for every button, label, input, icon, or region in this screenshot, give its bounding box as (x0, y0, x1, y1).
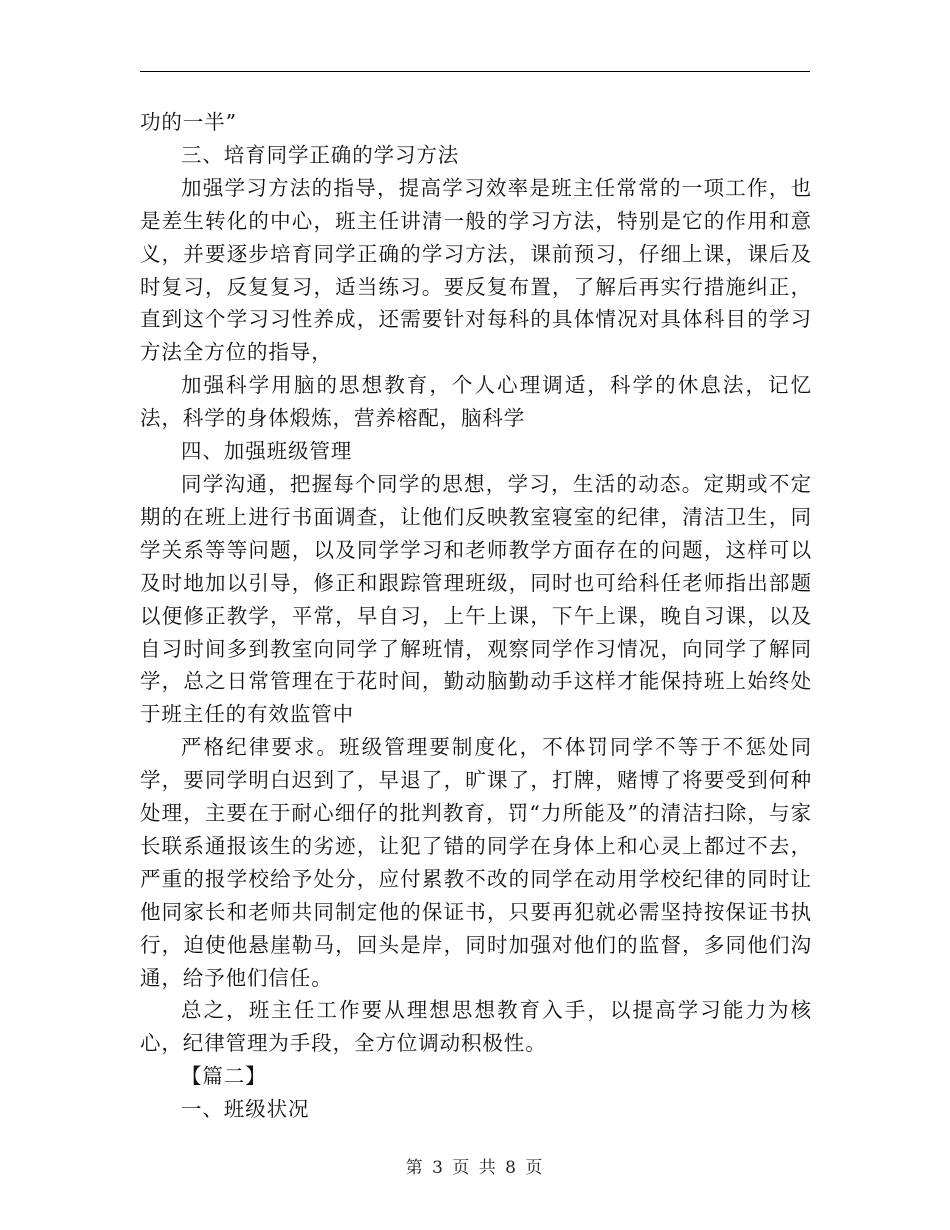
section-heading: 四、加强班级管理 (181, 439, 353, 464)
paragraph: 同学沟通，把握每个同学的思想，学习，生活的动态。定期或不定期的在班上进行书面调查，让他们反映教室寝室的纪律，清洁卫生，同学关系等等问题，以及同学学习和老师教学方面存在的问题，这样可以及时地加以引导，修正和跟踪管理班级，同时也可给科任老师指出部题以便修正教学，平常，早自习，上午上课，下午上课，晚自习课，以及自习时间多到教室向同学了解班情，观察同学作习情况，向同学了解同学，总之日常管理在于花时间，勤动脑勤动手这样才能保持班上始终处于班主任的有效监管中 (140, 471, 812, 727)
document-body (140, 106, 812, 1126)
page-footer (0, 1153, 950, 1178)
paragraph: 严格纪律要求。班级管理要制度化，不体罚同学不等于不惩处同学，要同学明白迟到了，早退了，旷课了，打牌，赌博了将要受到何种处理，主要在于耐心细仔的批判教育，罚“力所能及”的清洁扫除，与家长联系通报该生的劣迹，让犯了错的同学在身体上和心灵上都过不去，严重的报学校给予处分，应付累教不改的同学在动用学校纪律的同时让他同家长和老师共同制定他的保证书，只要再犯就必需坚持按保证书执行，迫使他悬崖勒马，回头是岸，同时加强对他们的监督，多同他们沟通，给予他们信任。 (140, 735, 812, 990)
part-heading: 【篇二】 (181, 1064, 267, 1089)
page-number: 第 3 页 共 8 页 (405, 1158, 545, 1178)
paragraph: 功的一半” (140, 110, 237, 134)
paragraph: 加强学习方法的指导，提高学习效率是班主任常常的一项工作，也是差生转化的中心，班主任讲清一般的学习方法，特别是它的作用和意义，并要逐步培育同学正确的学习方法，课前预习，仔细上课，课后及时复习，反复复习，适当练习。要反复布置，了解后再实行措施纠正，直到这个学习习性养成，还需要针对每科的具体情况对具体科目的学习方法全方位的指导， (140, 175, 812, 365)
header-rule (140, 71, 810, 72)
section-heading: 三、培育同学正确的学习方法 (181, 142, 460, 167)
paragraph: 总之，班主任工作要从理想思想教育入手，以提高学习能力为核心，纪律管理为手段，全方位调动积极性。 (140, 998, 812, 1056)
section-heading: 一、班级状况 (181, 1097, 310, 1122)
paragraph: 加强科学用脑的思想教育，个人心理调适，科学的休息法，记忆法，科学的身体煅炼，营养榕配，脑科学 (140, 373, 812, 431)
